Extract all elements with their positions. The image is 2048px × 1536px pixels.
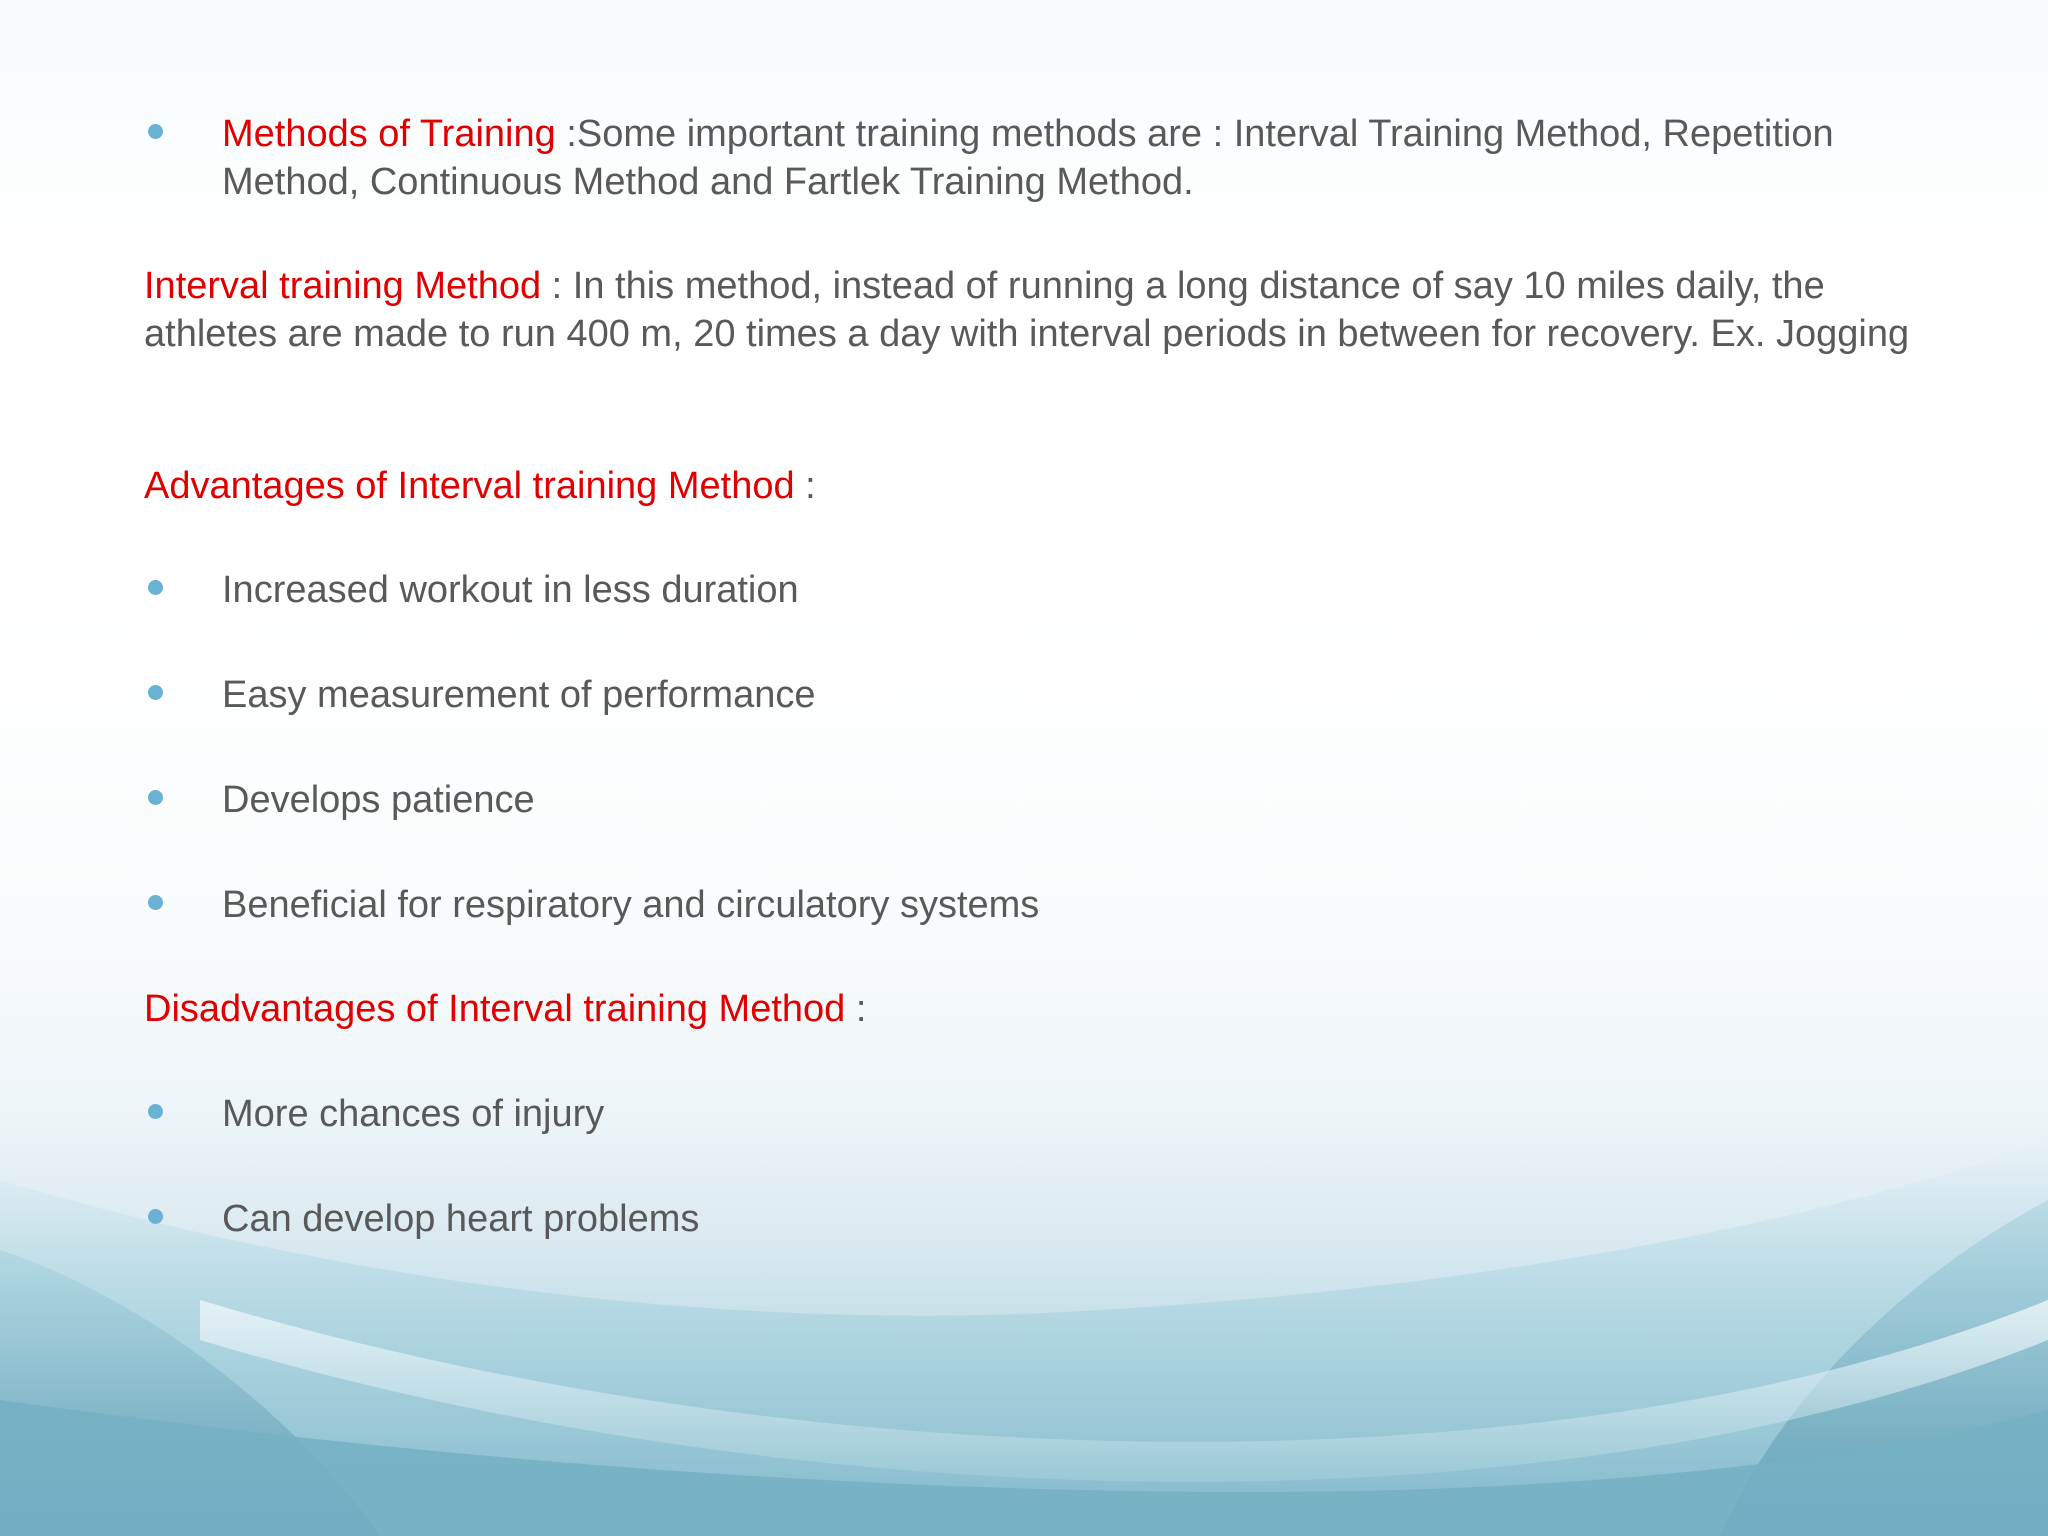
bullet-dot (148, 895, 163, 910)
advantage-text: Develops patience (222, 779, 535, 821)
bullet-dot (148, 790, 163, 805)
interval-heading: Interval training Method (144, 265, 542, 307)
methods-description: :Some important training methods are : Interval Training Method, Repetition Method, Continuous Method and Fartlek Training Method. (222, 113, 1834, 203)
bullet-dot (148, 580, 163, 595)
advantages-colon: : (794, 465, 816, 507)
disadvantage-text: Can develop heart problems (222, 1198, 700, 1240)
bullet-dot (148, 685, 163, 700)
disadvantages-heading: Disadvantages of Interval training Method (144, 988, 846, 1030)
bullet-dot (148, 1104, 163, 1119)
advantage-text: Increased workout in less duration (222, 569, 799, 611)
bullet-dot (148, 124, 163, 139)
disadvantages-section (144, 985, 1924, 1033)
advantages-section (144, 462, 1924, 510)
disadvantages-colon: : (845, 988, 867, 1030)
advantages-heading: Advantages of Interval training Method (144, 465, 795, 507)
bullet-dot (148, 1209, 163, 1224)
advantage-text: Easy measurement of performance (222, 674, 816, 716)
interval-paragraph (144, 262, 1924, 358)
interval-description: : In this method, instead of running a long distance of say 10 miles daily, the athletes are made to run 400 m, 20 times a day with interval periods in between for recovery. Ex. Jogging (144, 265, 1910, 355)
methods-heading: Methods of Training (222, 113, 556, 155)
advantage-text: Beneficial for respiratory and circulatory systems (222, 884, 1040, 926)
methods-text (222, 110, 1862, 206)
disadvantage-text: More chances of injury (222, 1093, 605, 1135)
